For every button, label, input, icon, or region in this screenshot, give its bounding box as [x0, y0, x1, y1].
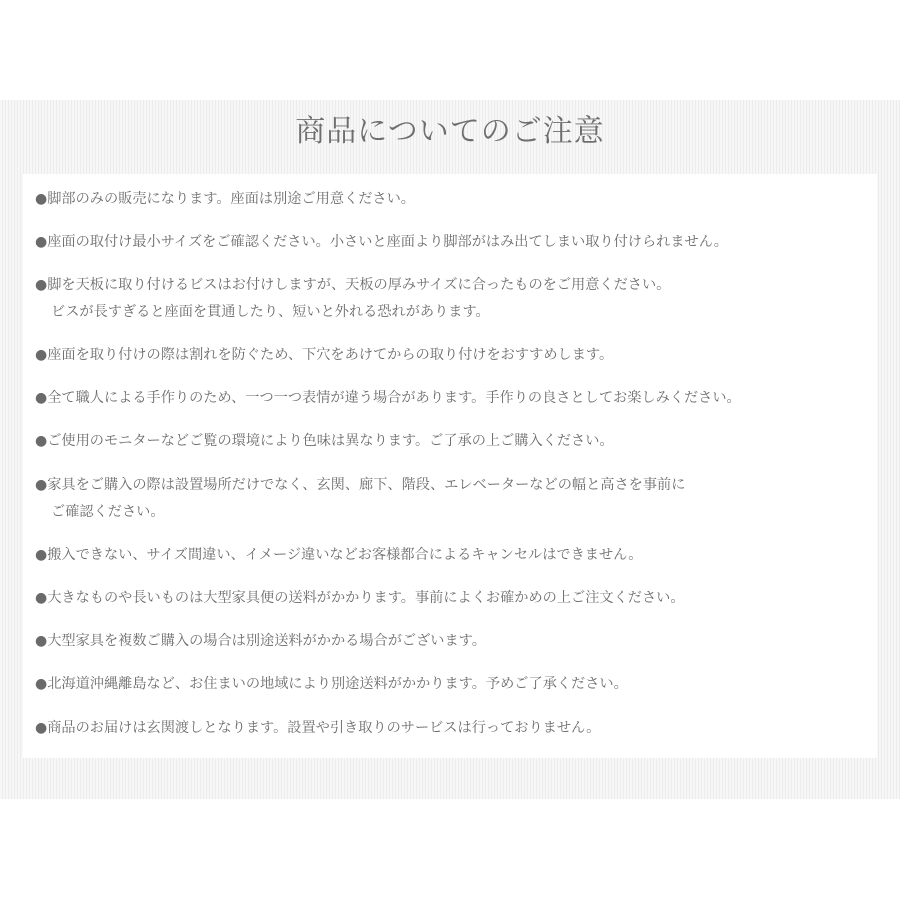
notice-text: 商品のお届けは玄関渡しとなります。設置や引き取りのサービスは行っておりません。 [47, 720, 601, 736]
notice-text: 脚部のみの販売になります。座面は別途ご用意ください。 [47, 191, 415, 207]
notice-text: ご使用のモニターなどご覧の環境により色味は異なります。ご了承の上ご購入ください。 [47, 433, 614, 449]
notice-title: 商品についてのご注意 [295, 114, 605, 149]
notice-item-5 [35, 385, 871, 412]
notice-text: 家具をご購入の際は設置場所だけでなく、玄関、廊下、階段、エレベーターなどの幅と高さを事前に [47, 477, 686, 493]
bullet-icon: ● [35, 590, 48, 606]
notice-item-7 [35, 472, 871, 526]
notice-item-2 [35, 229, 871, 256]
notice-item-11 [35, 671, 871, 698]
notice-text: 全て職人による手作りのため、一つ一つ表情が違う場合があります。手作りの良さとしてお楽しみください。 [47, 390, 741, 406]
notice-text: 座面の取付け最小サイズをご確認ください。小さいと座面より脚部がはみ出てしまい取り付けられません。 [47, 234, 728, 250]
bullet-icon: ● [35, 191, 48, 207]
notice-item-10 [35, 628, 871, 655]
notice-item-9 [35, 585, 871, 612]
bullet-icon: ● [35, 277, 48, 293]
bullet-icon: ● [35, 676, 48, 692]
bullet-icon: ● [35, 633, 48, 649]
bullet-icon: ● [35, 390, 48, 406]
bullet-icon: ● [35, 477, 48, 493]
notice-item-3 [35, 272, 871, 326]
notice-text: 大きなものや長いものは大型家具便の送料がかかります。事前によくお確かめの上ご注文ください。 [47, 590, 685, 606]
notice-text: 座面を取り付けの際は割れを防ぐため、下穴をあけてからの取り付けをおすすめします。 [47, 347, 614, 363]
notice-text: 搬入できない、サイズ間違い、イメージ違いなどお客様都合によるキャンセルはできません。 [47, 547, 643, 563]
notice-item-8 [35, 542, 871, 569]
bullet-icon: ● [35, 720, 48, 736]
notice-panel [23, 174, 877, 758]
notice-item-12 [35, 715, 871, 742]
bullet-icon: ● [35, 347, 48, 363]
notice-text: 脚を天板に取り付けるビスはお付けしますが、天板の厚みサイズに合ったものをご用意ください。 [47, 277, 671, 293]
notice-item-1 [35, 186, 871, 213]
notice-text: 大型家具を複数ご購入の場合は別途送料がかかる場合がございます。 [47, 633, 486, 649]
bullet-icon: ● [35, 547, 48, 563]
bullet-icon: ● [35, 433, 48, 449]
notice-item-6 [35, 428, 871, 455]
notice-text-continued: ビスが長すぎると座面を貫通したり、短いと外れる恐れがあります。 [51, 304, 490, 320]
notice-text-continued: ご確認ください。 [51, 504, 165, 520]
notice-text: 北海道沖縄離島など、お住まいの地域により別途送料がかかります。予めご了承ください。 [47, 676, 628, 692]
notice-item-4 [35, 342, 871, 369]
bullet-icon: ● [35, 234, 48, 250]
